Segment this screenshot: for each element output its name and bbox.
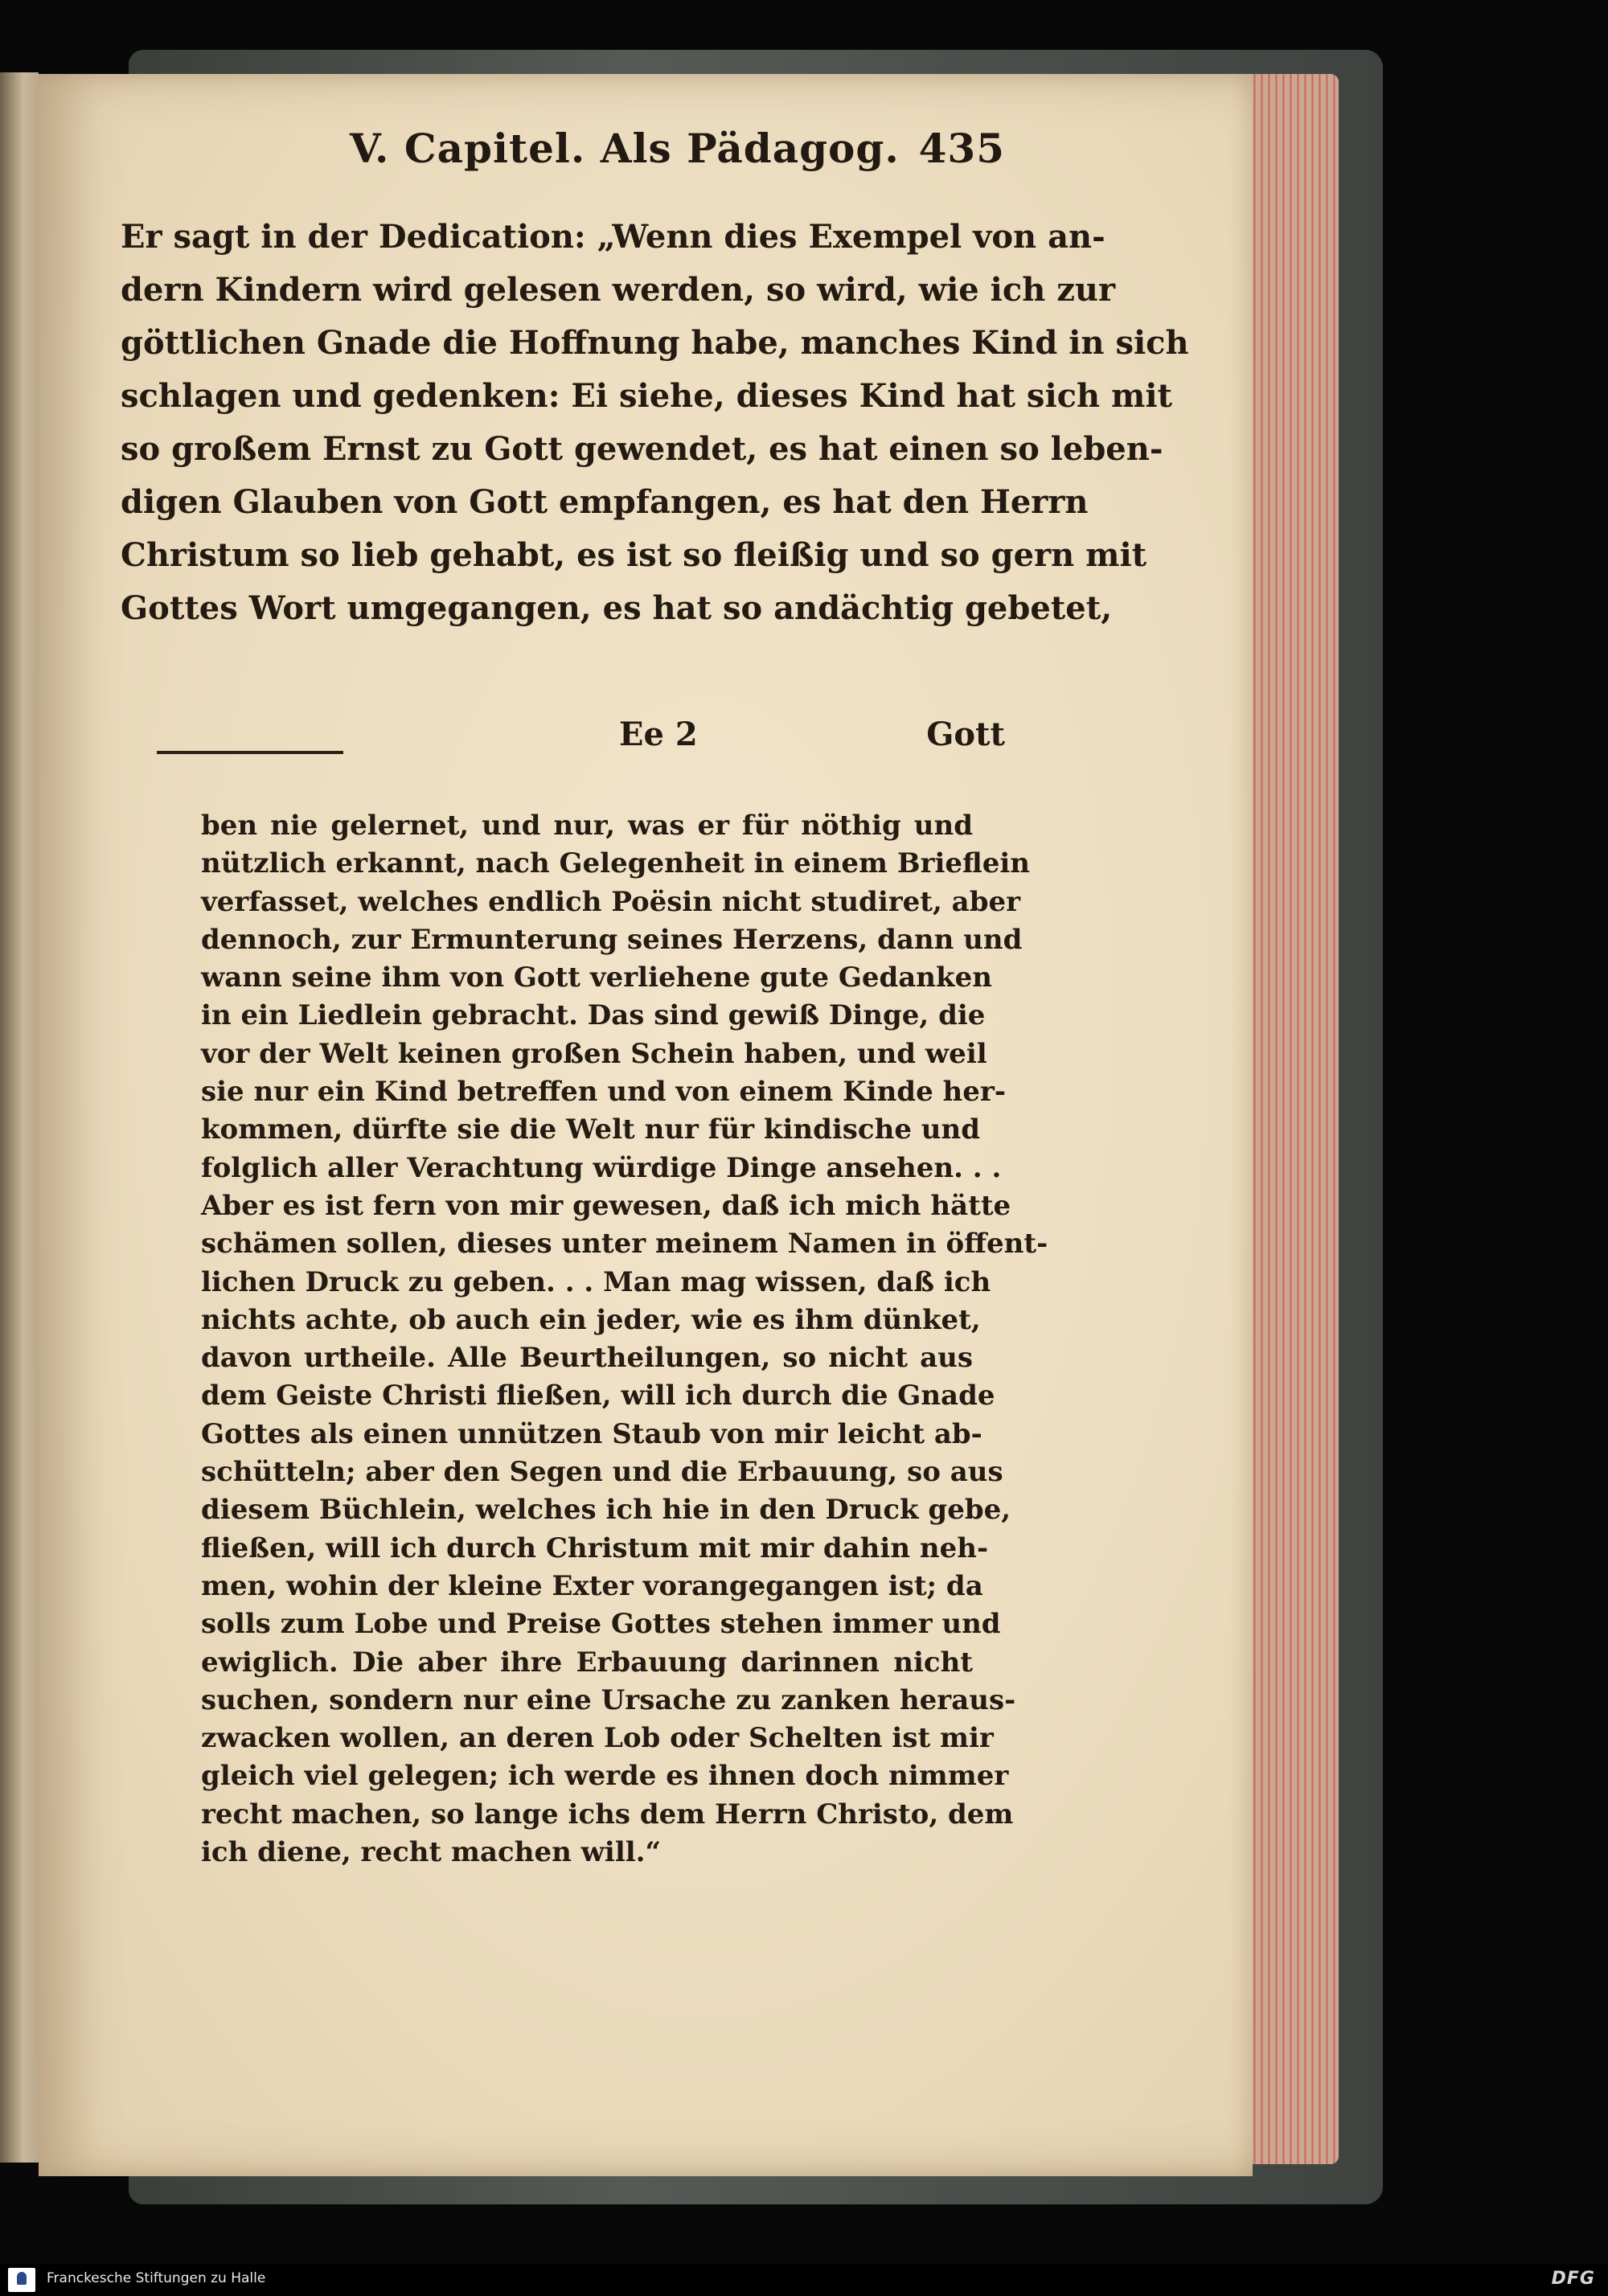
footnote-line: nützlich erkannt, nach Gelegenheit in einem Brieflein bbox=[201, 847, 1031, 880]
footnote-line: diesem Büchlein, welches ich hie in den Druck gebe, bbox=[201, 1494, 1011, 1527]
footnote-line: sie nur ein Kind betreffen und von einem Kinde her- bbox=[201, 1076, 1006, 1109]
viewer-footer-bar bbox=[0, 2264, 1608, 2296]
body-line: Er sagt in der Dedication: „Wenn dies Exempel von an- bbox=[121, 218, 1106, 256]
left-page-edge bbox=[0, 72, 39, 2163]
body-line: digen Glauben von Gott empfangen, es hat den Herrn bbox=[121, 483, 1089, 521]
footnote-line: folglich aller Verachtung würdige Dinge ansehen. . . bbox=[201, 1151, 1002, 1184]
catchword: Gott bbox=[926, 715, 1005, 753]
institution-name: Franckesche Stiftungen zu Halle bbox=[47, 2270, 266, 2286]
footnote-line: ich diene, recht machen will.“ bbox=[201, 1836, 662, 1869]
footnote-line: Aber es ist fern von mir gewesen, daß ich mich hätte bbox=[201, 1189, 1011, 1222]
footnote-line: solls zum Lobe und Preise Gottes stehen immer und bbox=[201, 1608, 1001, 1641]
chapter-title: V. Capitel. Als Pädagog. bbox=[350, 125, 900, 172]
footnote-line: dem Geiste Christi fließen, will ich durch die Gnade bbox=[201, 1380, 995, 1412]
footnote-rule bbox=[157, 751, 343, 754]
footnote-line: lichen Druck zu geben. . . Man mag wissen, daß ich bbox=[201, 1265, 991, 1298]
footnote-line: verfasset, welches endlich Poësin nicht studiret, aber bbox=[201, 885, 1021, 918]
page-number: 435 bbox=[918, 125, 1005, 172]
running-header bbox=[153, 125, 1005, 197]
institution-logo-icon bbox=[8, 2268, 35, 2292]
footnote-line: recht machen, so lange ichs dem Herrn Christo, dem bbox=[201, 1798, 1014, 1831]
footnote-line: gleich viel gelegen; ich werde es ihnen doch nimmer bbox=[201, 1760, 1009, 1793]
body-line: Gottes Wort umgegangen, es hat so andächtig gebetet, bbox=[121, 589, 1113, 627]
funder-logo: DFG bbox=[1551, 2269, 1595, 2289]
footnote-line: fließen, will ich durch Christum mit mir dahin neh- bbox=[201, 1531, 989, 1564]
footnote-line: ewiglich. Die aber ihre Erbauung darinnen nicht bbox=[201, 1646, 973, 1679]
signature-mark: Ee 2 bbox=[619, 715, 698, 753]
footnote-line: schütteln; aber den Segen und die Erbauung, so aus bbox=[201, 1456, 1003, 1489]
body-line: schlagen und gedenken: Ei siehe, dieses Kind hat sich mit bbox=[121, 377, 1173, 415]
footnote-line: davon urtheile. Alle Beurtheilungen, so nicht aus bbox=[201, 1342, 973, 1375]
body-line: Christum so lieb gehabt, es ist so fleißig und so gern mit bbox=[121, 536, 1147, 574]
page-footer bbox=[121, 701, 1005, 753]
footnote-text bbox=[201, 807, 1048, 1872]
page-edges bbox=[1242, 74, 1339, 2164]
footnote-line: kommen, dürfte sie die Welt nur für kindische und bbox=[201, 1113, 981, 1146]
body-line: so großem Ernst zu Gott gewendet, es hat einen so leben- bbox=[121, 430, 1163, 468]
body-text bbox=[121, 211, 1189, 635]
body-line: dern Kindern wird gelesen werden, so wird, wie ich zur bbox=[121, 271, 1116, 309]
footnote-line: ben nie gelernet, und nur, was er für nöthig und bbox=[201, 810, 973, 842]
footnote-line: schämen sollen, dieses unter meinem Namen in öffent- bbox=[201, 1228, 1048, 1261]
footnote-line: in ein Liedlein gebracht. Das sind gewiß Dinge, die bbox=[201, 999, 986, 1032]
footnote-line: wann seine ihm von Gott verliehene gute Gedanken bbox=[201, 961, 992, 994]
footnote-line: men, wohin der kleine Exter vorangegangen ist; da bbox=[201, 1569, 983, 1602]
body-line: göttlichen Gnade die Hoffnung habe, manches Kind in sich bbox=[121, 324, 1189, 362]
footnote-line: suchen, sondern nur eine Ursache zu zanken heraus- bbox=[201, 1683, 1016, 1716]
footnote-line: dennoch, zur Ermunterung seines Herzens, dann und bbox=[201, 923, 1023, 956]
footnote-line: nichts achte, ob auch ein jeder, wie es ihm dünket, bbox=[201, 1303, 981, 1336]
footnote-line: zwacken wollen, an deren Lob oder Schelten ist mir bbox=[201, 1722, 994, 1755]
footnote-line: vor der Welt keinen großen Schein haben, und weil bbox=[201, 1037, 987, 1070]
footnote-line: Gottes als einen unnützen Staub von mir leicht ab- bbox=[201, 1417, 982, 1450]
